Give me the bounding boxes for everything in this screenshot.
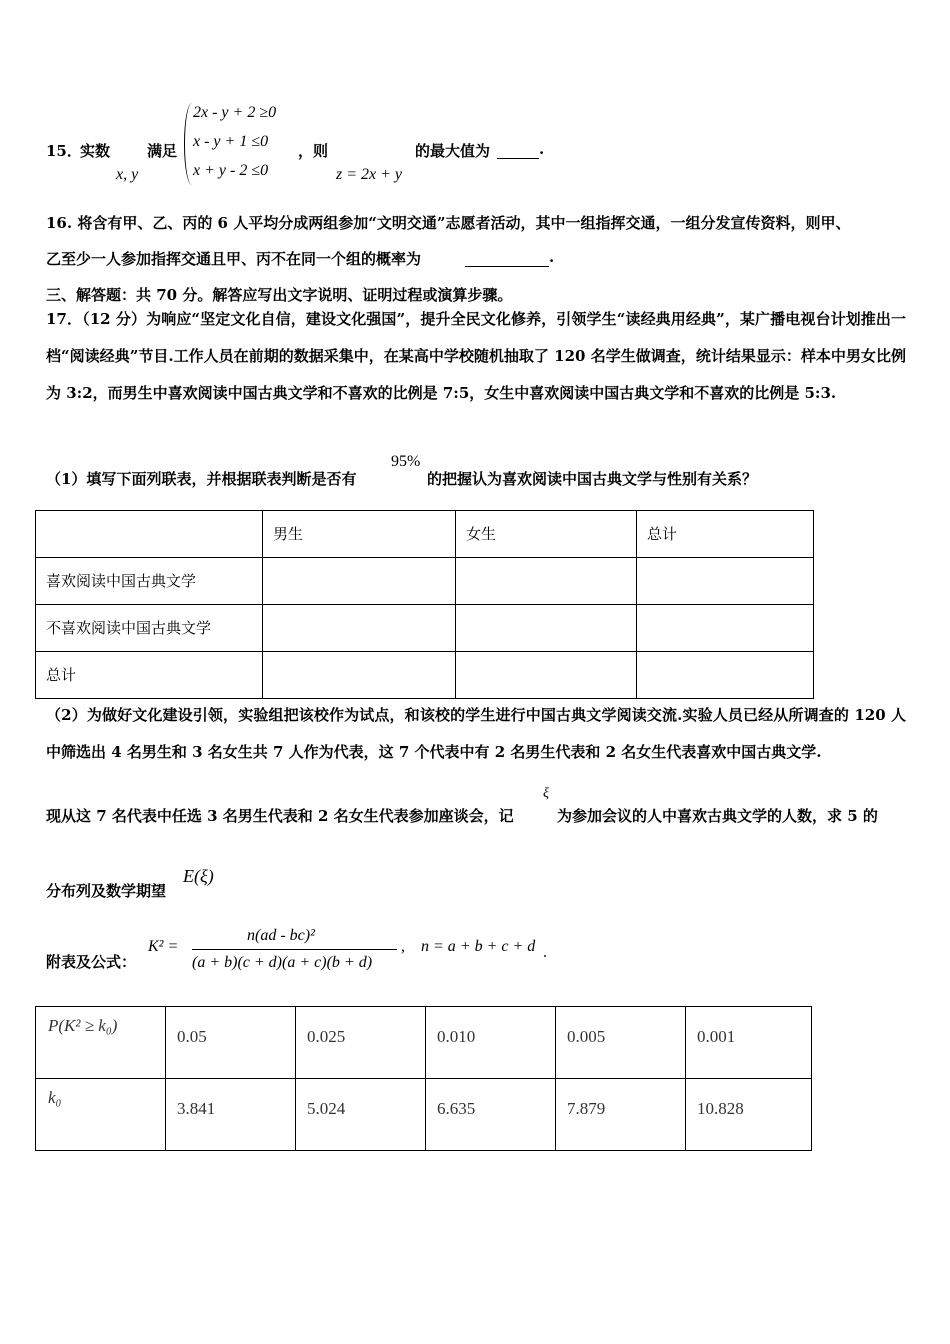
table-cell: 10.828 bbox=[686, 1079, 812, 1151]
table-header: 男生 bbox=[263, 511, 456, 558]
table-cell bbox=[263, 558, 456, 605]
table-row-label: 不喜欢阅读中国古典文学 bbox=[36, 605, 263, 652]
q17-part1-after: 的把握认为喜欢阅读中国古典文学与性别有关系？ bbox=[427, 470, 758, 488]
q16-answer-blank bbox=[465, 248, 554, 267]
table-row bbox=[36, 652, 814, 699]
q17-part2-b-after: 为参加会议的人中喜欢古典文学的人数，求 5 的 bbox=[557, 807, 878, 825]
table-cell: 0.05 bbox=[166, 1007, 296, 1079]
formula-lhs: K² = bbox=[148, 938, 179, 955]
q15-constraint-3: x + y - 2 ≤0 bbox=[193, 162, 269, 179]
q17-part2-b-before: 现从这 7 名代表中任选 3 名男生代表和 2 名女生代表参加座谈会，记 bbox=[46, 807, 514, 825]
table-row bbox=[36, 605, 814, 652]
table-cell: 7.879 bbox=[556, 1079, 686, 1151]
table-cell bbox=[263, 652, 456, 699]
q17-part1-pct: 95% bbox=[391, 453, 421, 470]
table-row-label: 喜欢阅读中国古典文学 bbox=[36, 558, 263, 605]
formula-numerator: n(ad - bc)² bbox=[247, 927, 315, 944]
q16-line1: 16. 将含有甲、乙、丙的 6 人平均分成两组参加“文明交通”志愿者活动，其中一组指挥交通，一组分发宣传资料，则甲、 bbox=[46, 214, 851, 232]
table-header: 女生 bbox=[456, 511, 637, 558]
table-cell: 0.025 bbox=[296, 1007, 426, 1079]
table-row-label: 总计 bbox=[36, 652, 263, 699]
constraint-brace bbox=[184, 103, 193, 185]
table-header: 总计 bbox=[637, 511, 814, 558]
expectation-symbol: E(ξ) bbox=[183, 866, 214, 886]
q17-part2-a: （2）为做好文化建设引领，实验组把该校作为试点，和该校的学生进行中国古典文学阅读交流.实验人员已经从所调查的 120 人中筛选出 4 名男生和 3 名女生共 7 人作为代表，这 7 个代表中有 2 名男生代表和 2 名女生代表喜欢中国古典文学. bbox=[46, 706, 906, 761]
table-cell: 5.024 bbox=[296, 1079, 426, 1151]
formula-label: 附表及公式： bbox=[46, 953, 137, 971]
contingency-table bbox=[35, 510, 814, 699]
table-cell: 0.010 bbox=[426, 1007, 556, 1079]
q16-line2: 乙至少一人参加指挥交通且甲、丙不在同一个组的概率为 bbox=[46, 250, 422, 268]
table-cell bbox=[263, 605, 456, 652]
section-heading: 三、解答题：共 70 分。解答应写出文字说明、证明过程或演算步骤。 bbox=[46, 286, 513, 304]
formula-denominator: (a + b)(c + d)(a + c)(b + d) bbox=[192, 954, 373, 971]
formula-n: n = a + b + c + d bbox=[421, 938, 536, 955]
table-cell bbox=[456, 652, 637, 699]
formula-end: . bbox=[543, 944, 547, 961]
q15-satisfies: 满足 bbox=[147, 142, 178, 160]
table-cell bbox=[36, 511, 263, 558]
q15-constraint-1: 2x - y + 2 ≥0 bbox=[193, 104, 277, 121]
q17-intro: 17．（12 分）为响应“坚定文化自信，建设文化强国”，提升全民文化修养，引领学生“读经典用经典”，某广播电视台计划推出一档“阅读经典”节目.工作人员在前期的数据采集中，在某高中学校随机抽取了 120 名学生做调查，统计结果显示：样本中男女比例为 3:2，而男生中喜欢阅读中国古典文学和不喜欢的比例是 7:5，女生中喜欢阅读中国古典文学和不喜欢的比例是 5:3. bbox=[46, 310, 906, 402]
table-row-label: P(K² ≥ k₀) bbox=[36, 1007, 166, 1079]
q16-end: . bbox=[549, 248, 555, 266]
formula-comma: , bbox=[401, 938, 405, 955]
table-cell: 0.001 bbox=[686, 1007, 812, 1079]
q15-answer-blank bbox=[497, 140, 544, 159]
table-cell: 3.841 bbox=[166, 1079, 296, 1151]
table-row bbox=[36, 558, 814, 605]
table-row-label: k₀ bbox=[36, 1079, 166, 1151]
xi-symbol: ξ bbox=[543, 786, 549, 801]
table-cell: 6.635 bbox=[426, 1079, 556, 1151]
q15-vars: x, y bbox=[116, 166, 139, 183]
q15-text-before: 实数 bbox=[80, 142, 111, 160]
q15-expr: z = 2x + y bbox=[336, 166, 403, 183]
q15-end: . bbox=[539, 140, 545, 158]
q17-part1-before: （1）填写下面列联表，并根据联表判断是否有 bbox=[46, 470, 357, 488]
critical-value-table bbox=[35, 1006, 812, 1151]
table-cell bbox=[456, 558, 637, 605]
q15-text-after: 的最大值为 bbox=[415, 142, 491, 160]
table-cell bbox=[456, 605, 637, 652]
table-cell bbox=[637, 652, 814, 699]
q15-constraint-2: x - y + 1 ≤0 bbox=[193, 133, 269, 150]
table-cell: 0.005 bbox=[556, 1007, 686, 1079]
fraction-bar bbox=[192, 949, 397, 950]
q15-number: 15． bbox=[46, 142, 82, 160]
q17-part2-c: 分布列及数学期望 bbox=[46, 882, 167, 900]
table-cell bbox=[637, 558, 814, 605]
table-row bbox=[36, 1079, 812, 1151]
table-row bbox=[36, 1007, 812, 1079]
table-cell bbox=[637, 605, 814, 652]
table-row bbox=[36, 511, 814, 558]
q15-then: ，则 bbox=[298, 142, 329, 160]
